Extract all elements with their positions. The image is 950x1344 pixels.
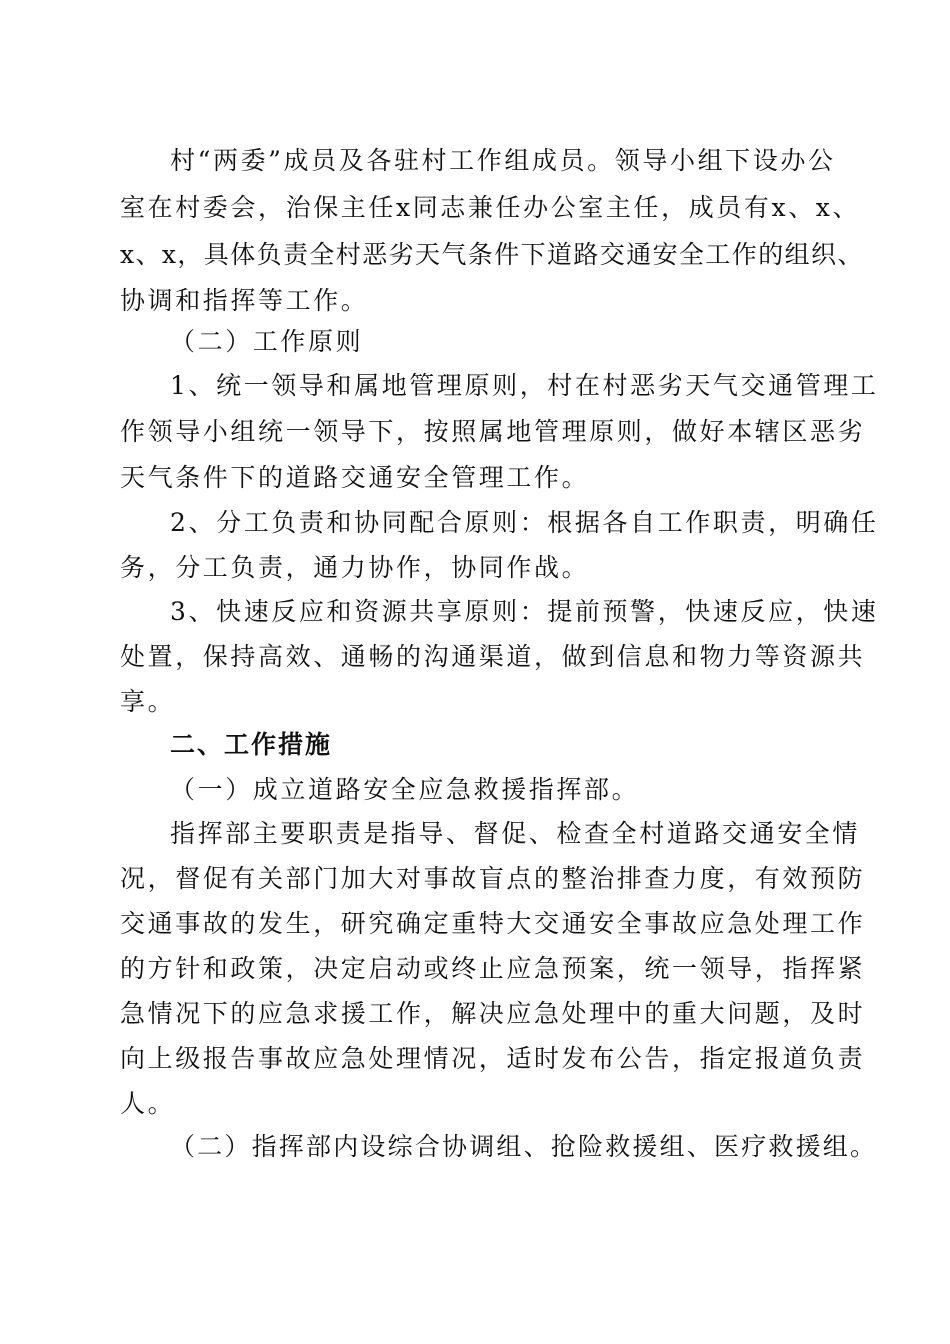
text-line: 2、分工负责和协同配合原则：根据各自工作职责，明确任 [170, 508, 879, 537]
text-line: 人。 [120, 1089, 176, 1118]
text-line: 向上级报告事故应急处理情况，适时发布公告，指定报道负责 [120, 1044, 866, 1073]
text-line: 1、统一领导和属地管理原则，村在村恶劣天气交通管理工 [170, 371, 879, 400]
text-line: 天气条件下的道路交通安全管理工作。 [120, 463, 590, 492]
section-subheading: （二）指挥部内设综合协调组、抢险救援组、医疗救援组。 [170, 1132, 878, 1161]
text-line: 况，督促有关部门加大对事故盲点的整治排查力度，有效预防 [120, 864, 866, 893]
text-line: 享。 [120, 687, 176, 716]
text-line: 村“两委”成员及各驻村工作组成员。领导小组下设办公 [170, 146, 836, 175]
section-heading: 二、工作措施 [170, 730, 333, 759]
text-line: 作领导小组统一领导下，按照属地管理原则，做好本辖区恶劣 [120, 417, 866, 446]
section-subheading: （二）工作原则 [170, 327, 364, 356]
text-line: 的方针和政策，决定启动或终止应急预案，统一领导，指挥紧 [120, 954, 866, 983]
text-line: 务，分工负责，通力协作，协同作战。 [120, 553, 590, 582]
text-line: 处置，保持高效、通畅的沟通渠道，做到信息和物力等资源共 [120, 642, 866, 671]
text-line: 指挥部主要职责是指导、督促、检查全村道路交通安全情 [170, 819, 861, 848]
text-line: x、x，具体负责全村恶劣天气条件下道路交通安全工作的组织、 [120, 240, 864, 269]
text-line: 室在村委会，治保主任x同志兼任办公室主任，成员有x、x、 [120, 193, 861, 222]
text-line: 交通事故的发生，研究确定重特大交通安全事故应急处理工作 [120, 909, 866, 938]
text-line: 3、快速反应和资源共享原则：提前预警，快速反应，快速 [170, 597, 879, 626]
section-subheading: （一）成立道路安全应急救援指挥部。 [170, 775, 640, 804]
text-line: 协调和指挥等工作。 [120, 286, 369, 315]
text-line: 急情况下的应急求援工作，解决应急处理中的重大问题，及时 [120, 999, 866, 1028]
